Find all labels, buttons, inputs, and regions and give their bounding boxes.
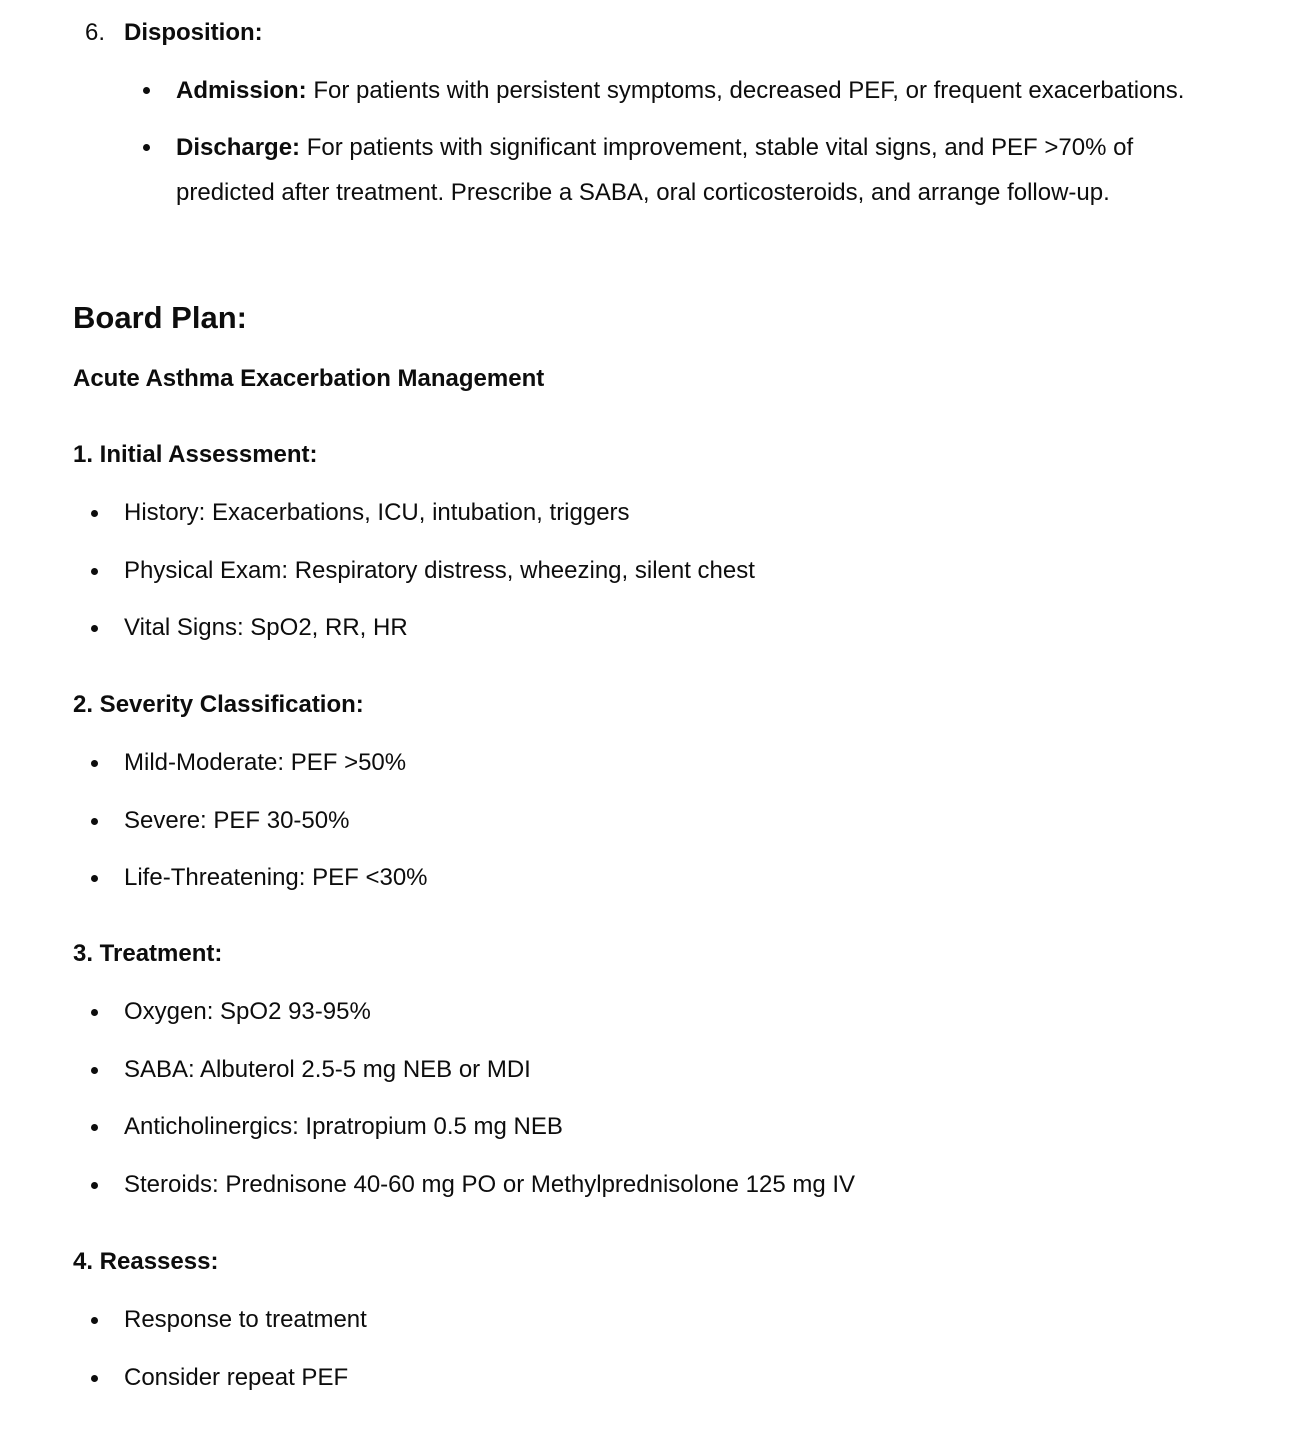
list-item: History: Exacerbations, ICU, intubation, triggers — [124, 495, 1223, 531]
disposition-item-text: For patients with significant improvement, stable vital signs, and PEF >70% of predicted after treatment. Prescribe a SABA, oral corticosteroids, and arrange follow-up. — [176, 134, 1134, 206]
section-heading: 1. Initial Assessment: — [73, 441, 318, 468]
list-item: Vital Signs: SpO2, RR, HR — [124, 610, 1223, 646]
list-item: Physical Exam: Respiratory distress, wheezing, silent chest — [124, 553, 1223, 589]
disposition-item-discharge — [176, 125, 1236, 215]
disposition-number: 6. — [85, 19, 106, 46]
section-severity-classification — [73, 687, 1223, 918]
list-item: Consider repeat PEF — [124, 1360, 1223, 1396]
section-list — [73, 745, 1223, 896]
list-item: Mild-Moderate: PEF >50% — [124, 745, 1223, 781]
list-item: Oxygen: SpO2 93-95% — [124, 994, 1223, 1030]
list-item: Severe: PEF 30-50% — [124, 803, 1223, 839]
section-list — [73, 994, 1223, 1203]
disposition-list — [176, 68, 1236, 227]
section-heading: 2. Severity Classification: — [73, 691, 364, 718]
disposition-item-text: For patients with persistent symptoms, decreased PEF, or frequent exacerbations. — [313, 77, 1185, 104]
disposition-item-label: Admission: — [176, 77, 307, 104]
section-initial-assessment — [73, 437, 1223, 668]
board-plan-title: Board Plan: — [73, 300, 247, 335]
section-treatment — [73, 936, 1223, 1225]
list-item: Steroids: Prednisone 40-60 mg PO or Methylprednisolone 125 mg IV — [124, 1167, 1223, 1203]
disposition-item-admission — [176, 68, 1236, 113]
list-item: Anticholinergics: Ipratropium 0.5 mg NEB — [124, 1109, 1223, 1145]
section-heading: 4. Reassess: — [73, 1248, 219, 1275]
board-plan-subtitle: Acute Asthma Exacerbation Management — [73, 365, 545, 392]
section-list — [73, 1302, 1223, 1396]
list-item: Life-Threatening: PEF <30% — [124, 860, 1223, 896]
disposition-item-label: Discharge: — [176, 134, 301, 161]
list-item: Response to treatment — [124, 1302, 1223, 1338]
section-heading: 3. Treatment: — [73, 940, 223, 967]
section-list — [73, 495, 1223, 646]
section-reassess — [73, 1244, 1223, 1417]
disposition-title: Disposition: — [124, 19, 263, 46]
list-item: SABA: Albuterol 2.5-5 mg NEB or MDI — [124, 1052, 1223, 1088]
disposition-heading — [85, 14, 263, 52]
